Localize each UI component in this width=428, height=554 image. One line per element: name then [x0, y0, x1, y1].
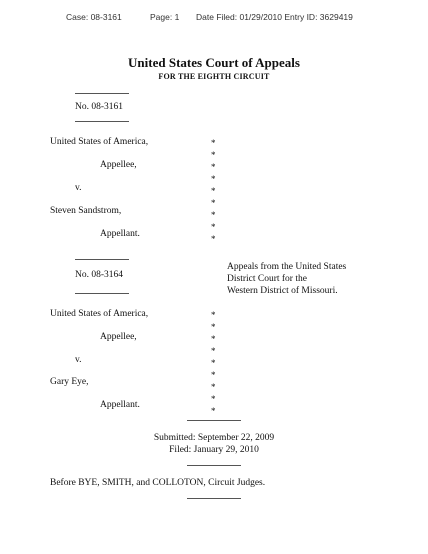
- appeal-line-2: District Court for the: [227, 274, 307, 284]
- court-title: United States Court of Appeals: [128, 55, 300, 70]
- separator-star: *: [211, 174, 216, 184]
- separator-star: *: [211, 162, 216, 172]
- case2-number: No. 08-3164: [75, 270, 124, 280]
- separator-star: *: [211, 150, 216, 160]
- filed-date: Filed: January 29, 2010: [169, 445, 259, 455]
- case1-defendant-role: Appellant.: [100, 229, 140, 239]
- rule-above-dates: [187, 420, 241, 421]
- rule-below-case1: [75, 121, 129, 122]
- rule-below-case2: [75, 293, 129, 294]
- separator-star: *: [211, 222, 216, 232]
- case2-plaintiff-role: Appellee,: [100, 332, 137, 342]
- filed-date-header: Date Filed: 01/29/2010 Entry ID: 3629419: [196, 12, 353, 22]
- case2-defendant-role: Appellant.: [100, 400, 140, 410]
- separator-star: *: [211, 138, 216, 148]
- page-number-header: Page: 1: [150, 12, 180, 22]
- separator-star: *: [211, 346, 216, 356]
- separator-star: *: [211, 198, 216, 208]
- separator-star: *: [211, 234, 216, 244]
- case1-defendant: Steven Sandstrom,: [50, 206, 122, 216]
- separator-star: *: [211, 394, 216, 404]
- case-number-header: Case: 08-3161: [66, 12, 122, 22]
- rule-below-dates: [187, 465, 241, 466]
- case2-versus: v.: [75, 355, 82, 365]
- separator-star: *: [211, 322, 216, 332]
- case1-plaintiff-role: Appellee,: [100, 160, 137, 170]
- separator-star: *: [211, 186, 216, 196]
- panel-before: Before BYE, SMITH, and COLLOTON, Circuit Judges.: [50, 478, 266, 488]
- separator-star: *: [211, 210, 216, 220]
- separator-star: *: [211, 370, 216, 380]
- rule-above-case2: [75, 259, 129, 260]
- separator-star: *: [211, 310, 216, 320]
- separator-star: *: [211, 334, 216, 344]
- case2-plaintiff: United States of America,: [50, 309, 149, 319]
- circuit-name: FOR THE EIGHTH CIRCUIT: [158, 72, 270, 81]
- rule-above-case1: [75, 93, 129, 94]
- case1-plaintiff: United States of America,: [50, 137, 149, 147]
- case1-number: No. 08-3161: [75, 102, 124, 112]
- appeal-line-3: Western District of Missouri.: [227, 286, 338, 296]
- separator-star: *: [211, 406, 216, 416]
- separator-star: *: [211, 358, 216, 368]
- separator-star: *: [211, 382, 216, 392]
- case1-versus: v.: [75, 183, 82, 193]
- submitted-date: Submitted: September 22, 2009: [153, 433, 275, 443]
- rule-below-panel: [187, 498, 241, 499]
- appeal-line-1: Appeals from the United States: [227, 262, 347, 272]
- case2-defendant: Gary Eye,: [50, 377, 89, 387]
